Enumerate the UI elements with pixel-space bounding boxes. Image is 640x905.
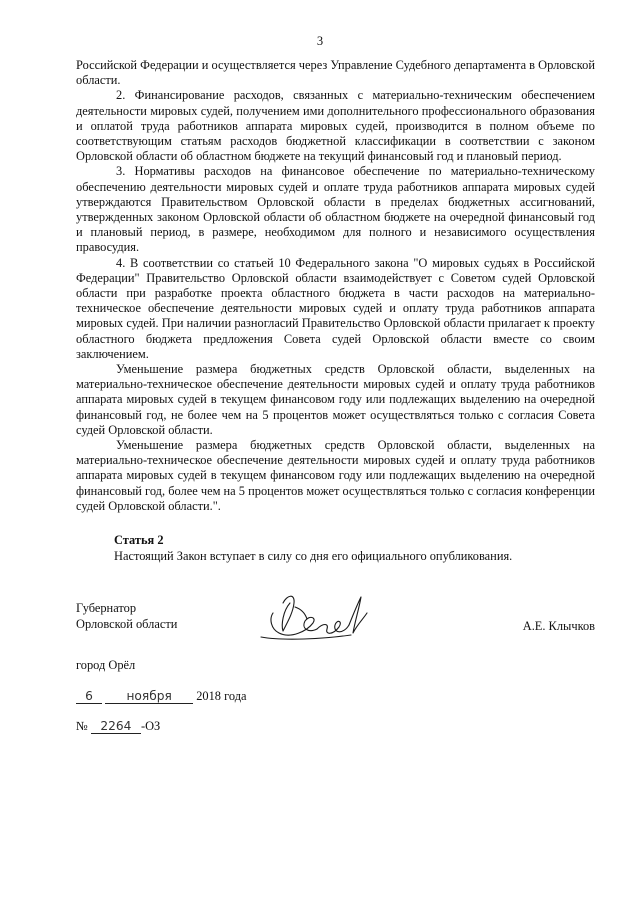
page-number: 3 [316,34,324,48]
paragraph-item-3: 3. Нормативы расходов на финансовое обеспечение по материально-техническому обеспечению деятельности мировых судей и оплате труда работников аппарата мировых судей утверждаются Правительством Орловской области в пределах бюджетных ассигнований, утвержденных законом Орловской области об областном бюджете на очередной финансовый год и плановый период, в размере, необходимом для полного и независимого осуществления правосудия. [76,164,595,255]
date-month: ноября [105,690,193,704]
paragraph-reduction-council: Уменьшение размера бюджетных средств Орловской области, выделенных на материально-техническое обеспечение деятельности мировых судей и оплату труда работников аппарата мировых судей в текущем финансовом году или подлежащих выделению на очередной финансовый год, не более чем на 5 процентов может осуществляться только с согласия Совета судей Орловской области. [76,362,595,437]
paragraph-item-2: 2. Финансирование расходов, связанных с материально-техническим обеспечением деятельности мировых судей, получением ими дополнительного профессионального образования и оплатой труда работников аппарата мировых судей, производится в полном объеме по соответствующим статьям расходов бюджетной классификации в соответствии с законом Орловской области об областном бюджете на текущий финансовый год и плановый период. [76,88,595,164]
law-body-text [76,58,595,514]
signing-city: город Орёл [76,658,136,672]
law-number-suffix: -ОЗ [140,719,161,733]
signing-date [76,689,247,704]
date-year: 2018 года [196,689,247,703]
signatory-position-line1: Губернатор [76,601,137,615]
handwritten-signature [243,589,383,659]
signatory-position [76,601,177,632]
signatory-position-line2: Орловской области [76,616,178,631]
law-number-prefix: № [76,719,88,733]
paragraph-continuation: Российской Федерации и осуществляется через Управление Судебного департамента в Орловской области. [76,58,595,88]
paragraph-item-4: 4. В соответствии со статьей 10 Федерального закона "О мировых судьях в Российской Федерации" Правительство Орловской области взаимодействует с Советом судей Орловской области при разработке проекта областного бюджета в части расходов на материально-техническое обеспечение деятельности мировых судей и оплату труда работников аппарата мировых судей. При наличии разногласий Правительство Орловской области прилагает к проекту областного бюджета предложения Совета судей Орловской области вместе со своим заключением. [76,255,595,361]
article-2-title: Статья 2 [114,533,164,547]
paragraph-reduction-conference: Уменьшение размера бюджетных средств Орловской области, выделенных на материально-техническое обеспечение деятельности мировых судей и оплату труда работников аппарата мировых судей в текущем финансовом году или подлежащих выделению на очередной финансовый год, более чем на 5 процентов может осуществляться только с согласия конференции судей Орловской области.". [76,438,595,513]
article-2 [114,533,594,564]
law-number-value: 2264 [91,720,141,734]
law-number [76,719,160,734]
date-day: 6 [76,690,102,704]
article-2-text: Настоящий Закон вступает в силу со дня его официального опубликования. [114,548,513,563]
signatory-name: А.Е. Клычков [522,619,595,633]
